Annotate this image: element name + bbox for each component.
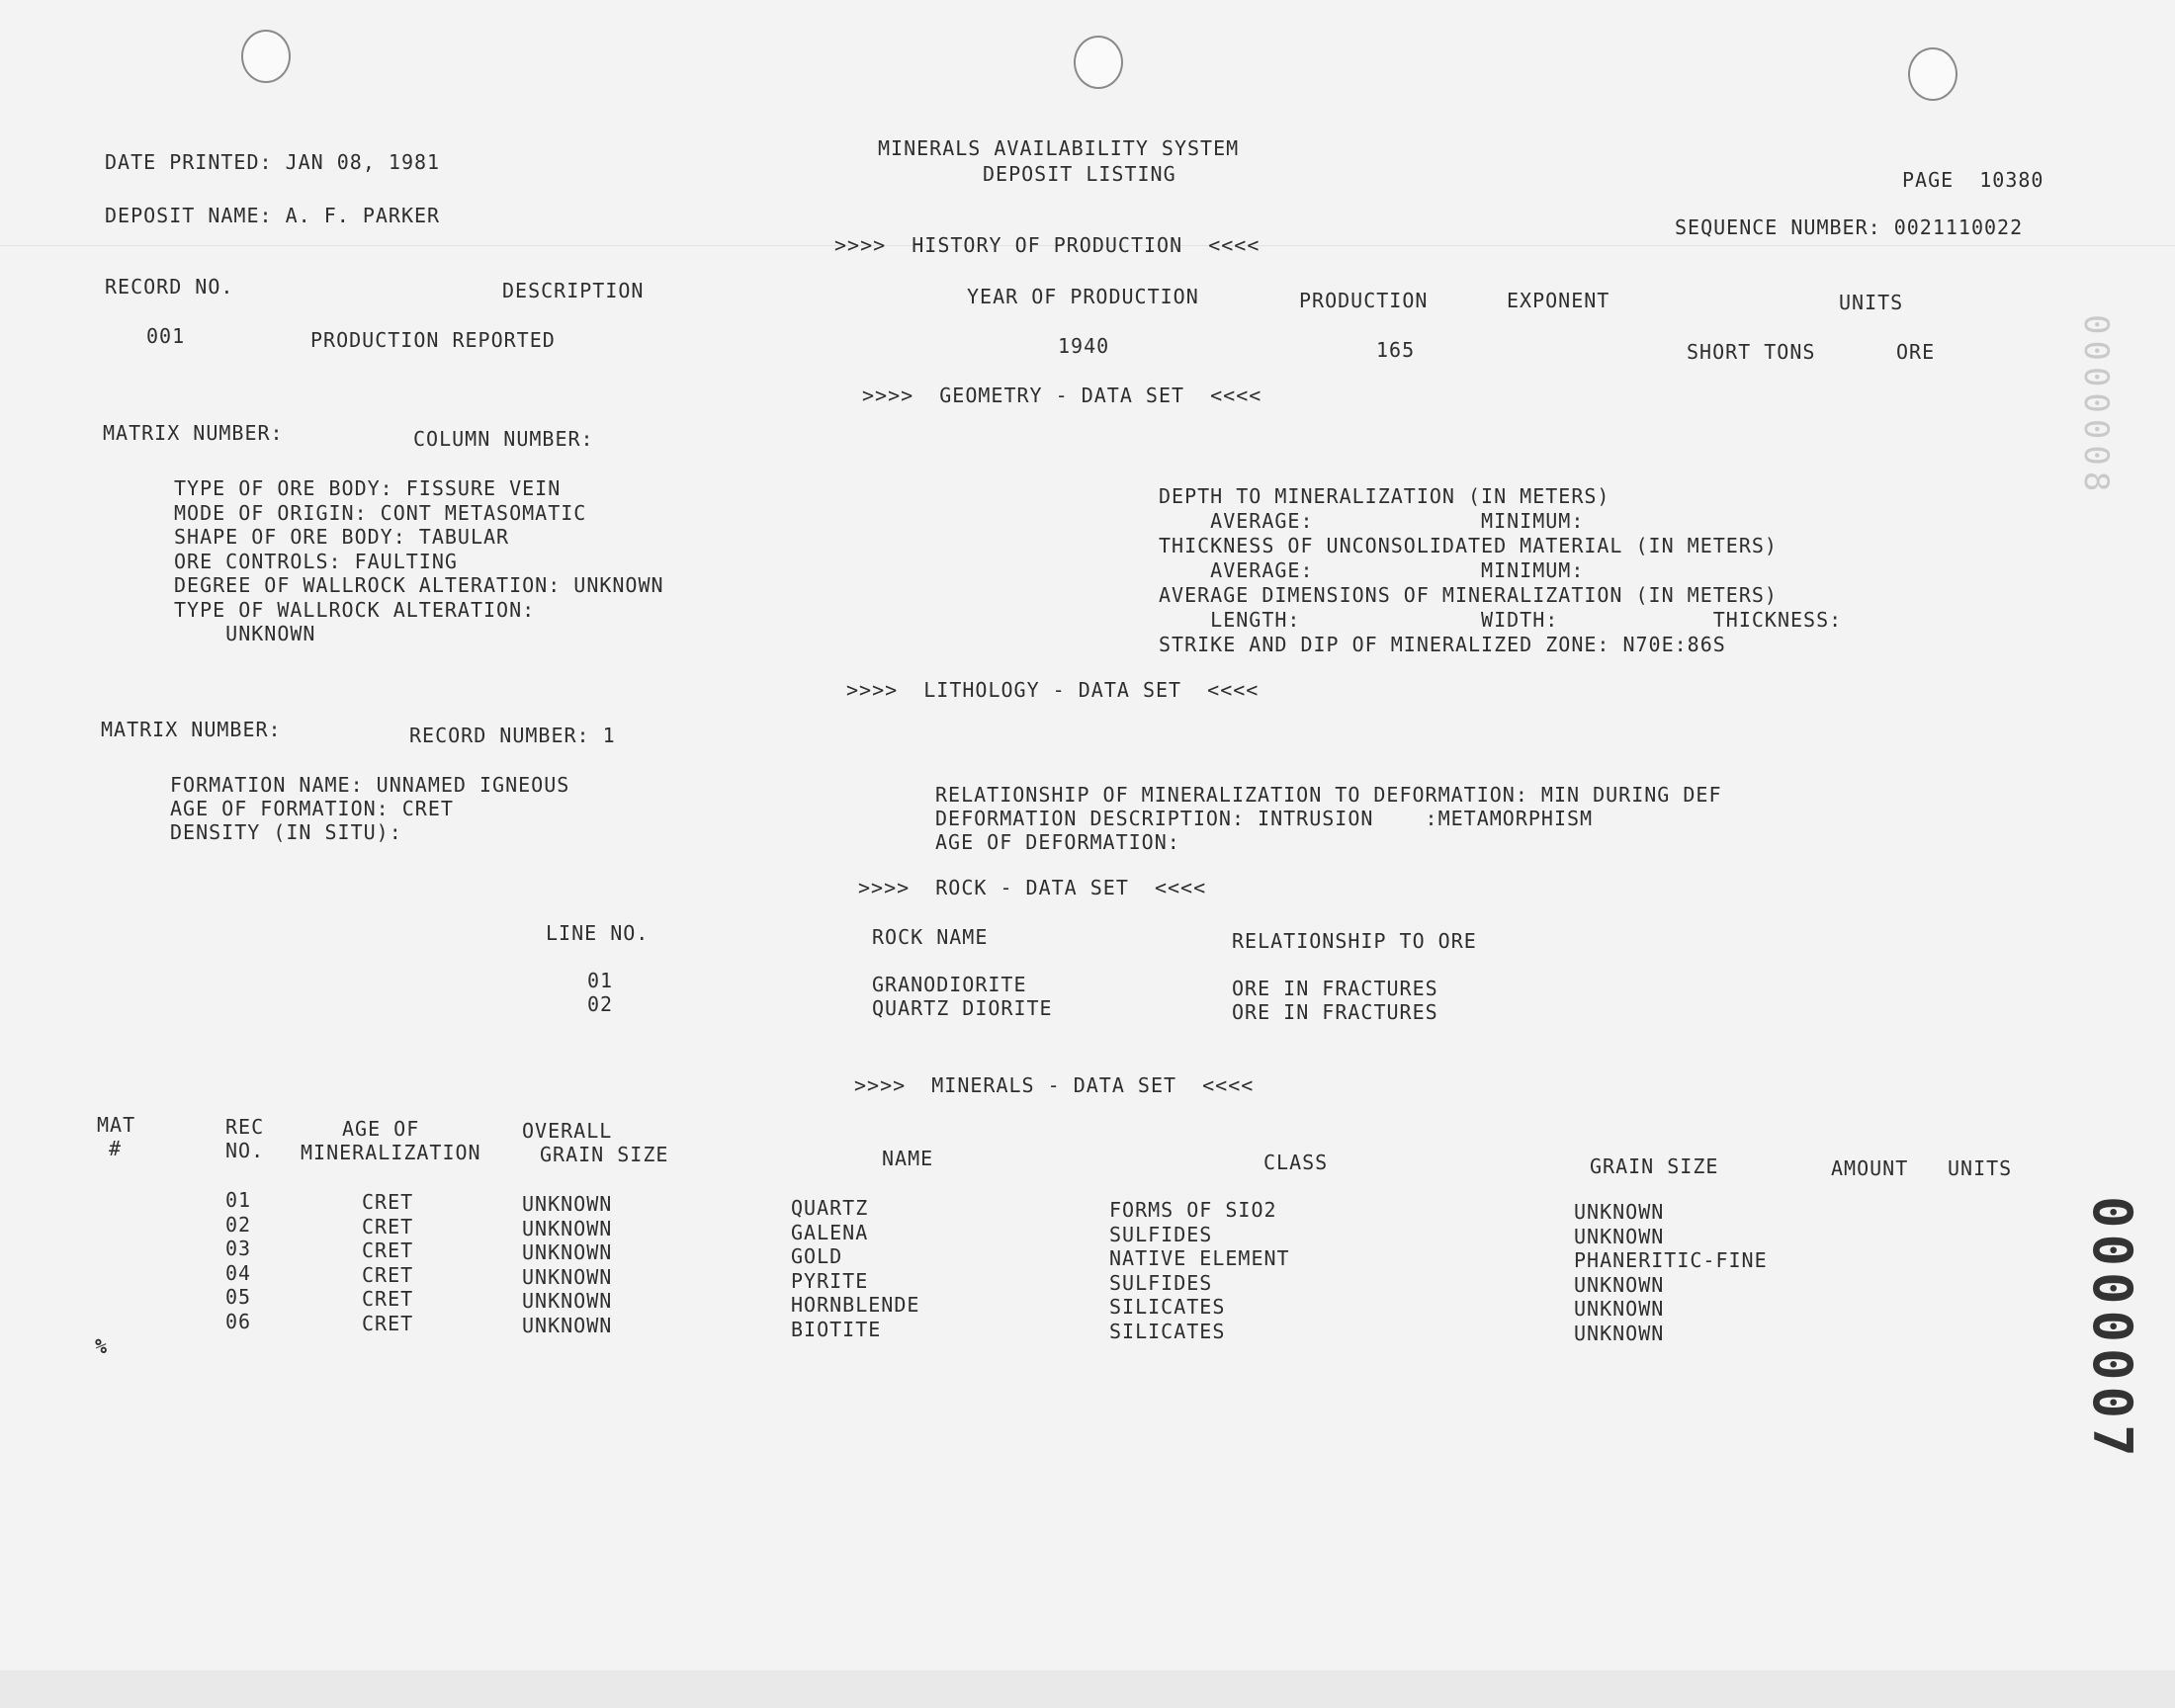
production-units-type: ORE: [1896, 340, 1936, 364]
mineral-overall-grain: UNKNOWN: [522, 1240, 613, 1265]
mineral-name: QUARTZ: [791, 1196, 869, 1220]
geometry-matrix-number: MATRIX NUMBER:: [103, 421, 284, 445]
production-value: 165: [1376, 338, 1416, 362]
mineral-rec-no: 03: [225, 1237, 252, 1261]
geometry-right-line: LENGTH: WIDTH: THICKNESS:: [1159, 608, 1843, 632]
sequence-number: SEQUENCE NUMBER: 0021110022: [1675, 215, 2024, 239]
section-title-minerals: >>>> MINERALS - DATA SET <<<<: [854, 1073, 1255, 1097]
stamp-page-number: 0000007: [2081, 1196, 2143, 1463]
minerals-header-mat: MAT: [97, 1113, 136, 1137]
mineral-grain-size: UNKNOWN: [1574, 1224, 1665, 1248]
geometry-right-line: AVERAGE DIMENSIONS OF MINERALIZATION (IN METERS): [1159, 583, 1778, 607]
geometry-right-line: DEPTH TO MINERALIZATION (IN METERS): [1159, 484, 1610, 508]
rock-name: GRANODIORITE: [872, 973, 1027, 996]
lithology-right-line: DEFORMATION DESCRIPTION: INTRUSION :METAMORPHISM: [935, 807, 1594, 830]
minerals-header-class: CLASS: [1263, 1151, 1329, 1174]
geometry-left-line: ORE CONTROLS: FAULTING: [174, 549, 458, 573]
mineral-name: GOLD: [791, 1244, 843, 1269]
mineral-class: SILICATES: [1109, 1320, 1226, 1343]
geometry-column-number: COLUMN NUMBER:: [413, 427, 594, 451]
production-header-record: RECORD NO.: [105, 275, 234, 299]
rock-name: QUARTZ DIORITE: [872, 996, 1053, 1020]
punch-hole-right: [1908, 47, 1958, 101]
mineral-age: CRET: [362, 1214, 414, 1238]
rock-line-no: 02: [587, 992, 614, 1016]
geometry-right-line: STRIKE AND DIP OF MINERALIZED ZONE: N70E:86S: [1159, 633, 1726, 656]
geometry-left-line: TYPE OF WALLROCK ALTERATION:: [174, 597, 536, 622]
minerals-header-overall: OVERALL: [522, 1119, 613, 1143]
production-header-units: UNITS: [1839, 291, 1904, 314]
mineral-overall-grain: UNKNOWN: [522, 1192, 613, 1216]
production-header-description: DESCRIPTION: [502, 279, 645, 302]
mineral-class: SULFIDES: [1109, 1270, 1213, 1295]
mineral-name: HORNBLENDE: [791, 1293, 920, 1318]
lithology-left-line: AGE OF FORMATION: CRET: [170, 797, 454, 820]
footer-percent-mark: %: [95, 1334, 108, 1358]
rock-relationship: ORE IN FRACTURES: [1232, 1000, 1438, 1024]
production-record-no: 001: [146, 324, 186, 348]
mineral-overall-grain: UNKNOWN: [522, 1216, 613, 1240]
minerals-header-units: UNITS: [1948, 1156, 2013, 1180]
minerals-header-amount: AMOUNT: [1831, 1156, 1909, 1180]
mineral-rec-no: 06: [225, 1310, 252, 1333]
system-title: MINERALS AVAILABILITY SYSTEM: [878, 136, 1240, 160]
geometry-left-line: TYPE OF ORE BODY: FISSURE VEIN: [174, 476, 562, 500]
mineral-class: SULFIDES: [1109, 1222, 1213, 1246]
production-header-production: PRODUCTION: [1299, 289, 1429, 312]
mineral-rec-no: 02: [225, 1212, 252, 1237]
minerals-header-age-2: MINERALIZATION: [301, 1141, 481, 1164]
rock-header-line-no: LINE NO.: [546, 921, 650, 945]
mineral-rec-no: 04: [225, 1260, 252, 1285]
rock-header-name: ROCK NAME: [872, 925, 989, 949]
mineral-grain-size: UNKNOWN: [1574, 1272, 1665, 1297]
mineral-grain-size: PHANERITIC-FINE: [1574, 1248, 1768, 1273]
mineral-rec-no: 01: [225, 1188, 252, 1212]
production-units: SHORT TONS: [1687, 340, 1816, 364]
lithology-record-number: RECORD NUMBER: 1: [409, 724, 616, 747]
punch-hole-center: [1074, 36, 1123, 89]
mineral-overall-grain: UNKNOWN: [522, 1289, 613, 1314]
minerals-header-rec: REC: [225, 1115, 265, 1139]
minerals-header-grain: GRAIN SIZE: [540, 1143, 669, 1166]
date-printed: DATE PRINTED: JAN 08, 1981: [105, 150, 441, 174]
mineral-name: BIOTITE: [791, 1318, 882, 1341]
mineral-age: CRET: [362, 1262, 414, 1287]
production-header-exponent: EXPONENT: [1507, 289, 1610, 312]
geometry-left-line: MODE OF ORIGIN: CONT METASOMATIC: [174, 500, 587, 525]
geometry-right-line: AVERAGE: MINIMUM:: [1159, 509, 1585, 533]
deposit-name: DEPOSIT NAME: A. F. PARKER: [105, 204, 441, 227]
geometry-left-line: SHAPE OF ORE BODY: TABULAR: [174, 525, 510, 549]
punch-hole-left: [241, 30, 291, 83]
mineral-overall-grain: UNKNOWN: [522, 1314, 613, 1337]
mineral-rec-no: 05: [225, 1285, 252, 1310]
geometry-left-line: UNKNOWN: [174, 622, 316, 645]
mineral-name: GALENA: [791, 1220, 869, 1244]
rock-header-relationship: RELATIONSHIP TO ORE: [1232, 929, 1477, 953]
geometry-right-line: AVERAGE: MINIMUM:: [1159, 558, 1585, 582]
production-description: PRODUCTION REPORTED: [310, 328, 556, 352]
page-number: PAGE 10380: [1902, 168, 2044, 192]
mineral-grain-size: UNKNOWN: [1574, 1322, 1665, 1345]
geometry-right-line: THICKNESS OF UNCONSOLIDATED MATERIAL (IN METERS): [1159, 534, 1778, 557]
mineral-class: FORMS OF SIO2: [1109, 1198, 1277, 1222]
rock-relationship: ORE IN FRACTURES: [1232, 977, 1438, 1000]
lithology-right-line: RELATIONSHIP OF MINERALIZATION TO DEFORMATION: MIN DURING DEF: [935, 783, 1722, 807]
lithology-matrix-number: MATRIX NUMBER:: [101, 718, 282, 741]
mineral-age: CRET: [362, 1238, 414, 1263]
mineral-age: CRET: [362, 1287, 414, 1312]
lithology-left-line: DENSITY (IN SITU):: [170, 820, 402, 844]
production-year: 1940: [1058, 334, 1110, 358]
mineral-class: NATIVE ELEMENT: [1109, 1246, 1290, 1271]
minerals-header-name: NAME: [882, 1147, 934, 1170]
listing-title: DEPOSIT LISTING: [983, 162, 1176, 186]
mineral-overall-grain: UNKNOWN: [522, 1264, 613, 1289]
minerals-header-mat-hash: #: [109, 1137, 123, 1160]
mineral-age: CRET: [362, 1190, 414, 1214]
mineral-class: SILICATES: [1109, 1295, 1226, 1320]
minerals-header-rec-no: NO.: [225, 1139, 265, 1162]
stamp-faint-number: 0000008: [2076, 314, 2116, 498]
rock-line-no: 01: [587, 969, 614, 992]
section-title-geometry: >>>> GEOMETRY - DATA SET <<<<: [862, 384, 1262, 407]
production-header-year: YEAR OF PRODUCTION: [967, 285, 1199, 308]
mineral-age: CRET: [362, 1312, 414, 1335]
section-title-production: >>>> HISTORY OF PRODUCTION <<<<: [834, 233, 1261, 257]
mineral-grain-size: UNKNOWN: [1574, 1297, 1665, 1322]
geometry-left-line: DEGREE OF WALLROCK ALTERATION: UNKNOWN: [174, 573, 664, 597]
mineral-name: PYRITE: [791, 1268, 869, 1293]
minerals-header-age: AGE OF: [342, 1117, 420, 1141]
mineral-grain-size: UNKNOWN: [1574, 1200, 1665, 1224]
minerals-header-grain-size: GRAIN SIZE: [1590, 1154, 1719, 1178]
lithology-left-line: FORMATION NAME: UNNAMED IGNEOUS: [170, 773, 570, 797]
section-title-rock: >>>> ROCK - DATA SET <<<<: [858, 876, 1207, 899]
lithology-right-line: AGE OF DEFORMATION:: [935, 830, 1180, 854]
section-title-lithology: >>>> LITHOLOGY - DATA SET <<<<: [846, 678, 1260, 702]
